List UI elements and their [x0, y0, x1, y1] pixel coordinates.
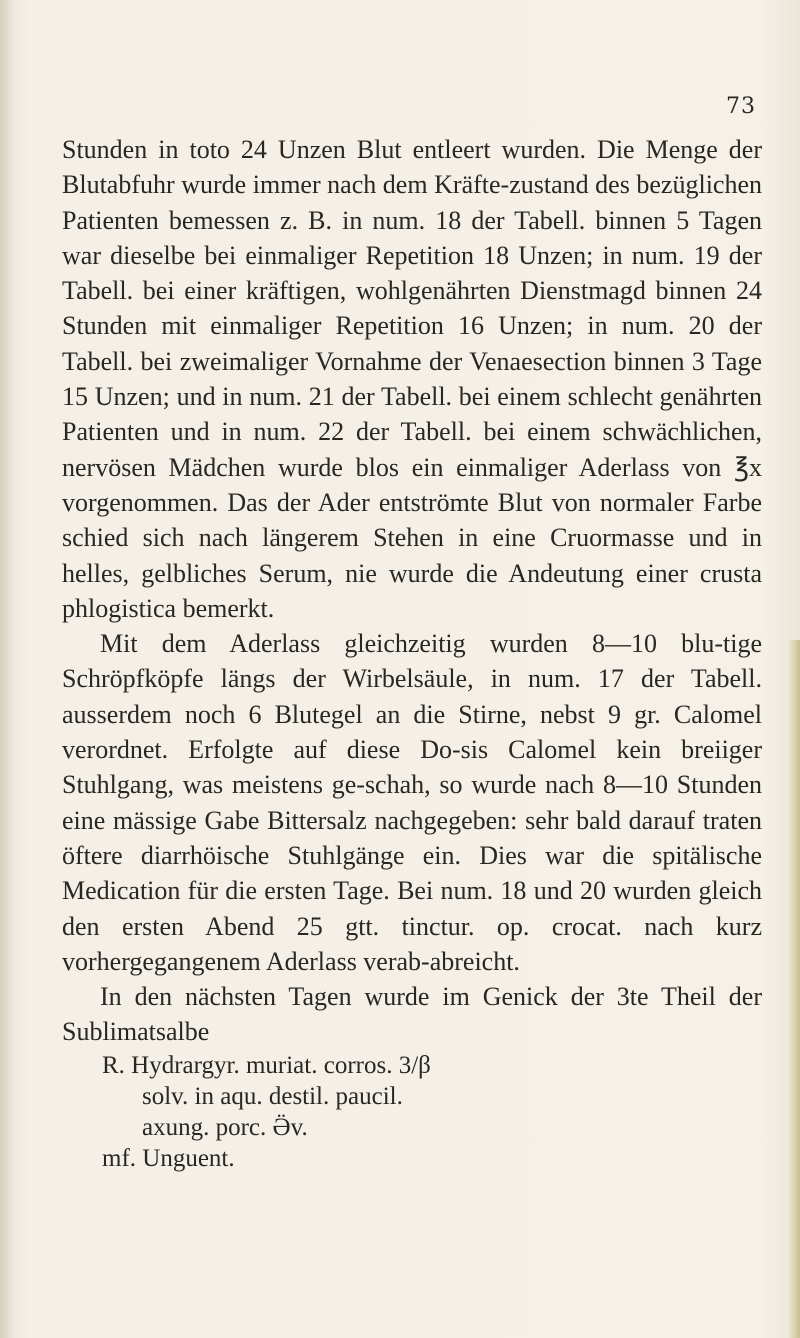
paragraph-ointment-intro: In den nächsten Tagen wurde im Genick der 3te Theil der Sublimatsalbe	[62, 982, 762, 1047]
page-body	[62, 132, 762, 1174]
prescription-line: R. Hydrargyr. muriat. corros. 3/β	[102, 1051, 431, 1079]
paragraph-cupping: Mit dem Aderlass gleichzeitig wurden 8—10 blu-tige Schröpfköpfe längs der Wirbelsäule, in num. 17 der Tabell. ausserdem noch 6 Blutegel an die Stirne, nebst 9 gr. Calomel verordnet. Erfolgte auf diese Do-sis Calomel kein breiiger Stuhlgang, was meistens ge-schah, so wurde nach 8—10 Stunden eine mässige Gabe Bittersalz nachgegeben: sehr bald darauf traten öftere diarrhöische Stuhlgänge ein. Dies war die spitälische Medication für die ersten Tage. Bei num. 18 und 20 wurden gleich den ersten Abend 25 gtt. tinctur. op. crocat. nach kurz vorhergegangenem Aderlass verab-abreicht.	[62, 629, 762, 976]
page-number: 73	[726, 94, 756, 119]
prescription-line: solv. in aqu. destil. paucil.	[142, 1082, 403, 1110]
paragraph-bloodletting: Stunden in toto 24 Unzen Blut entleert wurden. Die Menge der Blutabfuhr wurde immer nach dem Kräfte-zustand des bezüglichen Patienten bemessen z. B. in num. 18 der Tabell. binnen 5 Tagen war dieselbe bei einmaliger Repetition 18 Unzen; in num. 19 der Tabell. bei einer kräftigen, wohlgenährten Dienstmagd binnen 24 Stunden mit einmaliger Repetition 16 Unzen; in num. 20 der Tabell. bei zweimaliger Vornahme der Venaesection binnen 3 Tage 15 Unzen; und in num. 21 der Tabell. bei einem schlecht genährten Patienten und in num. 22 der Tabell. bei einem schwächlichen, nervösen Mädchen wurde blos ein einmaliger Aderlass von ℥x vorgenommen. Das der Ader entströmte Blut von normaler Farbe schied sich nach längerem Stehen in eine Cruormasse und in helles, gelbliches Serum, nie wurde die Andeutung einer crusta phlogistica bemerkt.	[62, 135, 762, 623]
prescription	[62, 1050, 762, 1174]
gutter-shadow	[0, 0, 14, 1338]
prescription-line: axung. porc. Ӛv.	[142, 1113, 308, 1141]
page-edge-stain	[788, 640, 800, 1338]
prescription-line: mf. Unguent.	[102, 1144, 235, 1172]
